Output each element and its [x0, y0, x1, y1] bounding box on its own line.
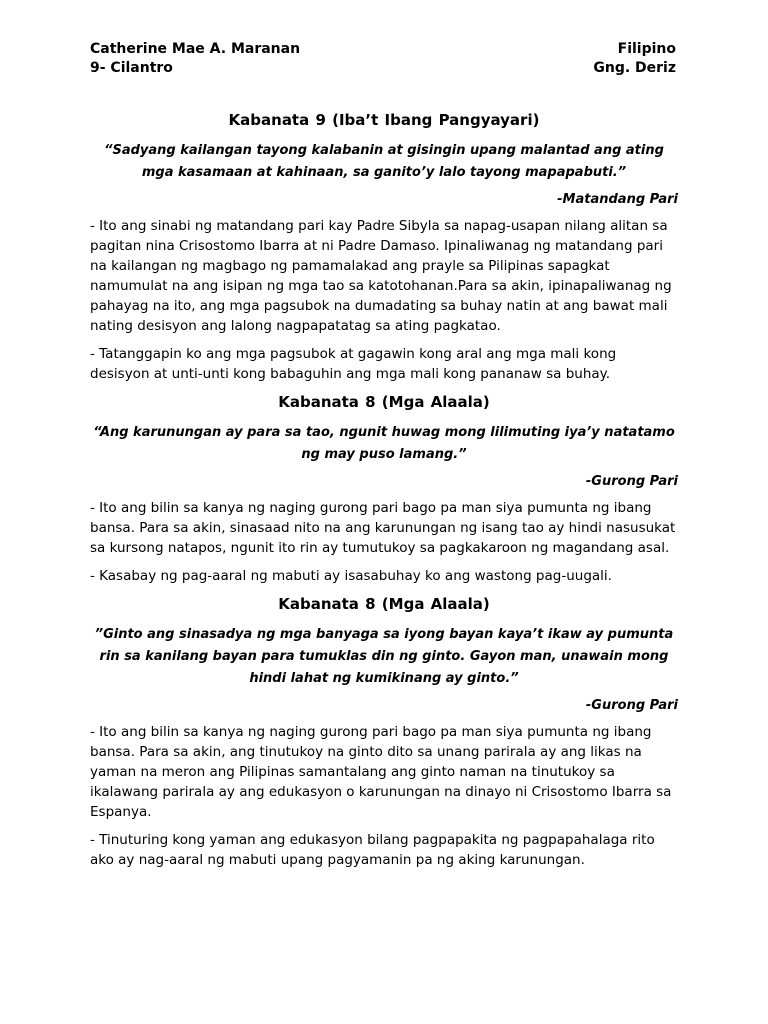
class-info [593, 40, 676, 78]
student-section: 9- Cilantro [90, 60, 173, 76]
quote-attribution: -Gurong Pari [585, 698, 678, 713]
chapter-title: Kabanata 8 (Mga Alaala) [278, 393, 490, 411]
reflection-paragraph: - Tinuturing kong yaman ang edukasyon bilang pagpapakita ng pagpapahalaga rito ako ay nag-aaral ng mabuti upang pagyamanin pa ng aking karunungan. [90, 832, 655, 868]
subject-name: Filipino [617, 41, 676, 57]
student-name: Catherine Mae A. Maranan [90, 41, 301, 57]
chapter-section [90, 110, 678, 384]
chapter-quote: “Sadyang kailangan tayong kalabanin at gisingin upang malantad ang ating mga kasamaan at kahinaan, sa ganito’y lalo tayong mapapabuti.” [104, 143, 664, 180]
document-body [90, 110, 678, 878]
reflection-paragraph: - Kasabay ng pag-aaral ng mabuti ay isasabuhay ko ang wastong pag-uugali. [90, 568, 612, 584]
student-info [90, 40, 300, 78]
chapter-section [90, 594, 678, 870]
teacher-name: Gng. Deriz [593, 60, 676, 76]
reflection-paragraph: - Ito ang bilin sa kanya ng naging gurong pari bago pa man siya pumunta ng ibang bansa. Para sa akin, ang tinutukoy na ginto dito sa unang parirala ay ang likas na yaman na meron ang Pilipinas samantalang ang ginto naman na tinutukoy sa ikalawang parirala ay ang edukasyon o karunungan na dinayo ni Crisostomo Ibarra sa Espanya. [90, 724, 672, 820]
chapter-section [90, 392, 678, 586]
reflection-paragraph: - Ito ang bilin sa kanya ng naging gurong pari bago pa man siya pumunta ng ibang bansa. Para sa akin, sinasaad nito na ang karunungan ng isang tao ay hindi nasusukat sa kursong natapos, ngunit ito rin ay tumutukoy sa pagkakaroon ng magandang asal. [90, 500, 676, 556]
chapter-title: Kabanata 8 (Mga Alaala) [278, 595, 490, 613]
document-header [90, 40, 676, 78]
chapter-quote: “Ang karunungan ay para sa tao, ngunit huwag mong lilimuting iya’y natatamo ng may puso lamang.” [93, 425, 675, 462]
reflection-paragraph: - Tatanggapin ko ang mga pagsubok at gagawin kong aral ang mga mali kong desisyon at unti-unti kong babaguhin ang mga mali kong pananaw sa buhay. [90, 346, 617, 382]
chapter-quote: ”Ginto ang sinasadya ng mga banyaga sa iyong bayan kaya’t ikaw ay pumunta rin sa kanilang bayan para tumuklas din ng ginto. Gayon man, unawain mong hindi lahat ng kumikinang ay ginto.” [94, 627, 674, 686]
reflection-paragraph: - Ito ang sinabi ng matandang pari kay Padre Sibyla sa napag-usapan nilang alitan sa pagitan nina Crisostomo Ibarra at ni Padre Damaso. Ipinaliwanag ng matandang pari na kailangan ng magbago ng pamamalakad ang prayle sa Pilipinas sapagkat namumulat na ang isipan ng mga tao sa katotohanan.Para sa akin, ipinapaliwanag ng pahayag na ito, ang mga pagsubok na dumadating sa buhay natin at ang bawat mali nating desisyon ang lalong nagpapatatag sa ating pagkatao. [90, 218, 672, 334]
chapter-title: Kabanata 9 (Iba’t Ibang Pangyayari) [228, 111, 540, 129]
quote-attribution: -Gurong Pari [585, 474, 678, 489]
quote-attribution: -Matandang Pari [557, 192, 678, 207]
